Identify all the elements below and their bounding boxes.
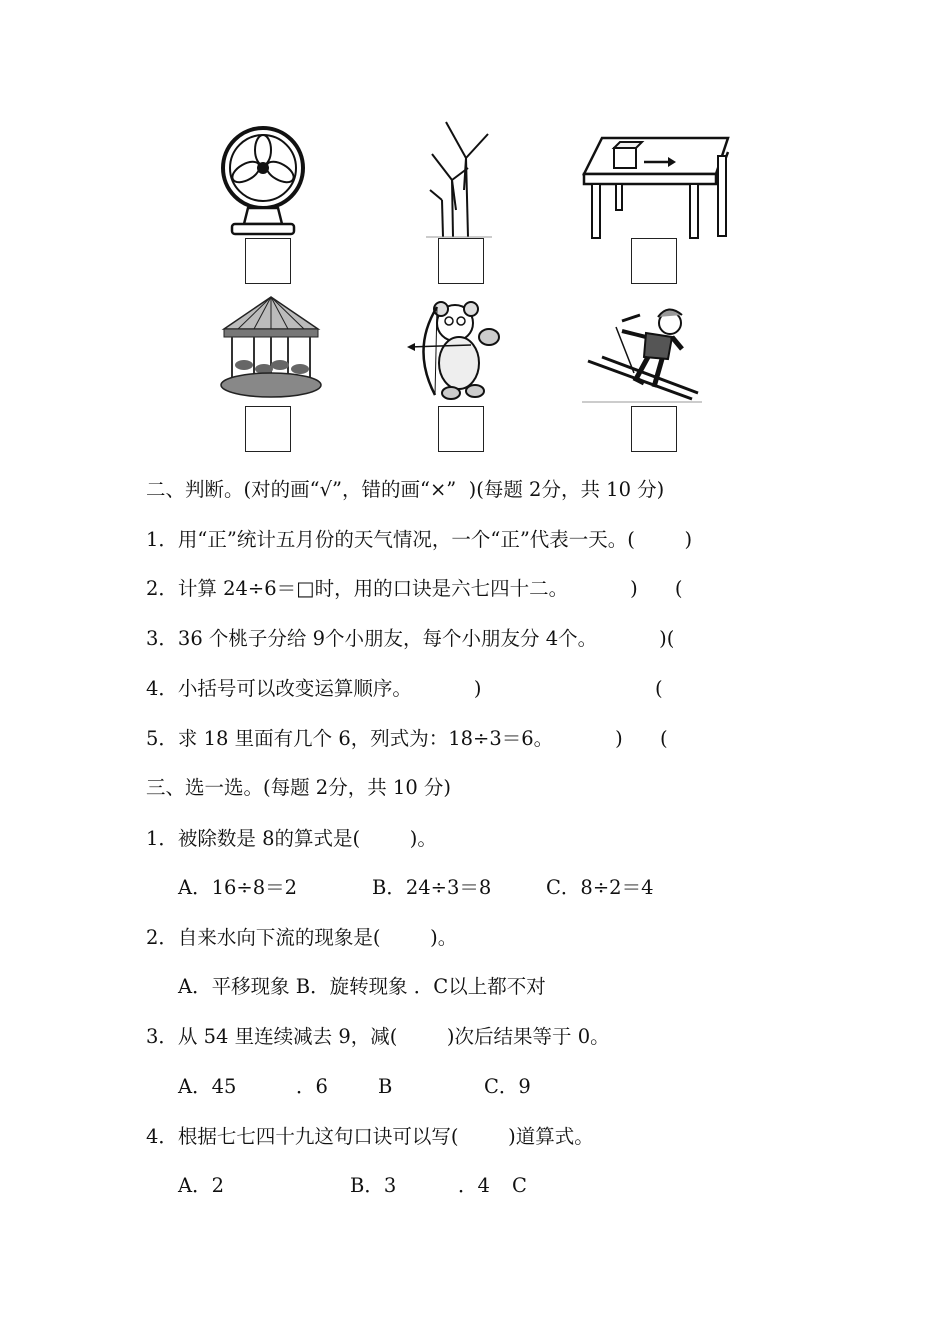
choice-question-1: 1．被除数是 8的算式是( )。 — [146, 827, 437, 850]
q4-option-c-letter[interactable]: C — [512, 1174, 527, 1197]
q3-option-b-value[interactable]: ．6 — [296, 1075, 328, 1098]
answer-box-6[interactable] — [631, 406, 677, 452]
section3-heading: 三、选一选。(每题 2分，共 10 分) — [146, 776, 452, 799]
judge-item-1: 1．用“正”统计五月份的天气情况，一个“正”代表一天。( ) — [146, 528, 693, 551]
answer-box-4[interactable] — [245, 406, 291, 452]
answer-box-5[interactable] — [438, 406, 484, 452]
q4-option-a[interactable]: A．2 — [178, 1174, 224, 1197]
q3-option-a[interactable]: A．45 — [178, 1075, 237, 1098]
box-on-table-icon — [582, 132, 732, 240]
judge-item-5: 5．求 18 里面有几个 6，列式为：18÷3＝6。 ) ( — [146, 727, 668, 750]
q1-option-c[interactable]: C．8÷2＝4 — [546, 876, 654, 899]
q4-option-c-value[interactable]: ．4 — [458, 1174, 490, 1197]
wind-turbine-icon — [426, 120, 492, 238]
q1-option-b[interactable]: B．24÷3＝8 — [372, 876, 492, 899]
q2-options[interactable]: A．平移现象 B．旋转现象 ．C以上都不对 — [178, 975, 546, 998]
judge-item-3: 3．36 个桃子分给 9个小朋友，每个小朋友分 4个。 )( — [146, 627, 675, 650]
choice-question-4: 4．根据七七四十九这句口诀可以写( )道算式。 — [146, 1125, 594, 1148]
choice-question-2: 2．自来水向下流的现象是( )。 — [146, 926, 458, 949]
choice-question-3: 3．从 54 里连续减去 9，减( )次后结果等于 0。 — [146, 1025, 610, 1048]
fan-icon — [218, 124, 308, 236]
carousel-icon — [218, 295, 324, 401]
q3-option-c[interactable]: C．9 — [484, 1075, 531, 1098]
answer-box-1[interactable] — [245, 238, 291, 284]
section2-heading: 二、判断。(对的画“√”，错的画“×” )(每题 2分，共 10 分) — [146, 478, 665, 501]
judge-item-2: 2．计算 24÷6＝□时，用的口诀是六七四十二。 ) ( — [146, 577, 683, 600]
q1-option-a[interactable]: A．16÷8＝2 — [178, 876, 298, 899]
skier-icon — [582, 297, 702, 403]
answer-box-2[interactable] — [438, 238, 484, 284]
bear-archer-icon — [405, 293, 505, 403]
q4-option-b[interactable]: B．3 — [350, 1174, 397, 1197]
judge-item-4: 4．小括号可以改变运算顺序。 ) ( — [146, 677, 663, 700]
q3-option-b-letter[interactable]: B — [378, 1075, 393, 1098]
answer-box-3[interactable] — [631, 238, 677, 284]
